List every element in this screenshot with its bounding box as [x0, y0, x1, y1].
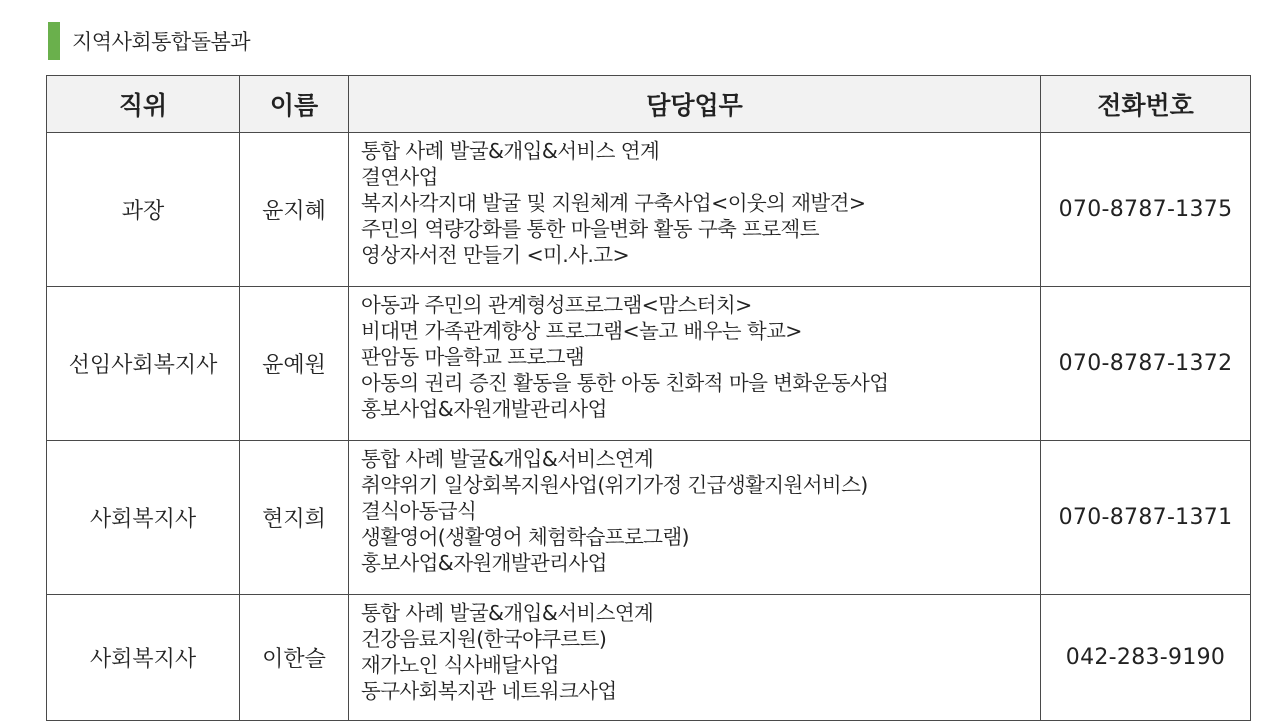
- duty-item: 비대면 가족관계향상 프로그램<놀고 배우는 학교>: [361, 319, 802, 343]
- header-name: 이름: [240, 76, 349, 133]
- name-cell: 현지희: [240, 441, 349, 595]
- position-cell: 사회복지사: [47, 441, 240, 595]
- phone-cell: 070-8787-1375: [1041, 133, 1251, 287]
- duties-cell: [349, 595, 1041, 721]
- duty-item: 취약위기 일상회복지원사업(위기가정 긴급생활지원서비스): [361, 473, 868, 497]
- duty-item: 통합 사례 발굴&개입&서비스연계: [361, 447, 654, 471]
- section-header: [48, 22, 250, 60]
- duty-item: 판암동 마을학교 프로그램: [361, 345, 585, 369]
- header-phone: 전화번호: [1041, 76, 1251, 133]
- duties-cell: [349, 441, 1041, 595]
- duty-item: 통합 사례 발굴&개입&서비스 연계: [361, 139, 660, 163]
- duty-item: 재가노인 식사배달사업: [361, 653, 559, 677]
- section-accent-bar: [48, 22, 60, 60]
- table-row: [47, 133, 1251, 287]
- duty-item: 홍보사업&자원개발관리사업: [361, 397, 607, 421]
- duty-item: 복지사각지대 발굴 및 지원체계 구축사업<이웃의 재발견>: [361, 191, 866, 215]
- duty-item: 건강음료지원(한국야쿠르트): [361, 627, 607, 651]
- header-position: 직위: [47, 76, 240, 133]
- name-cell: 이한슬: [240, 595, 349, 721]
- duty-item: 아동의 권리 증진 활동을 통한 아동 친화적 마을 변화운동사업: [361, 371, 889, 395]
- duties-cell: [349, 133, 1041, 287]
- name-cell: 윤예원: [240, 287, 349, 441]
- duty-item: 아동과 주민의 관계형성프로그램<맘스터치>: [361, 293, 752, 317]
- duty-item: 통합 사례 발굴&개입&서비스연계: [361, 601, 654, 625]
- duty-item: 생활영어(생활영어 체험학습프로그램): [361, 525, 689, 549]
- duty-item: 결연사업: [361, 165, 438, 189]
- duties-cell: [349, 287, 1041, 441]
- duty-item: 동구사회복지관 네트워크사업: [361, 679, 617, 703]
- duty-item: 홍보사업&자원개발관리사업: [361, 551, 607, 575]
- header-duties: 담당업무: [349, 76, 1041, 133]
- table-row: [47, 595, 1251, 721]
- position-cell: 선임사회복지사: [47, 287, 240, 441]
- table-header-row: [47, 76, 1251, 133]
- staff-table: [46, 75, 1251, 721]
- phone-cell: 070-8787-1371: [1041, 441, 1251, 595]
- section-title: 지역사회통합돌봄과: [72, 30, 251, 54]
- table-row: [47, 441, 1251, 595]
- duty-item: 영상자서전 만들기 <미.사.고>: [361, 243, 630, 267]
- duty-item: 주민의 역량강화를 통한 마을변화 활동 구축 프로젝트: [361, 217, 819, 241]
- phone-cell: 070-8787-1372: [1041, 287, 1251, 441]
- table-row: [47, 287, 1251, 441]
- position-cell: 사회복지사: [47, 595, 240, 721]
- duty-item: 결식아동급식: [361, 499, 477, 523]
- phone-cell: 042-283-9190: [1041, 595, 1251, 721]
- name-cell: 윤지혜: [240, 133, 349, 287]
- position-cell: 과장: [47, 133, 240, 287]
